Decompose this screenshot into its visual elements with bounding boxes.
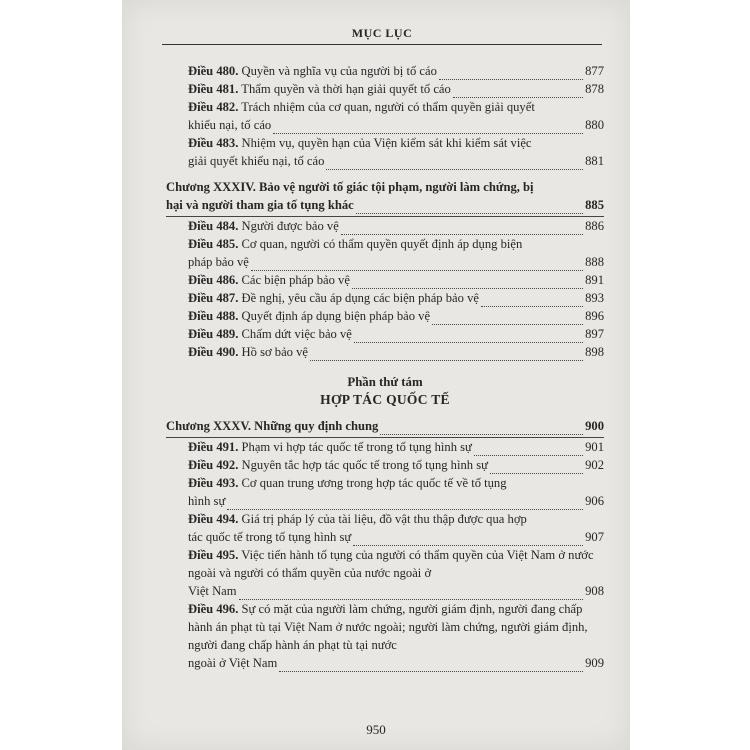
article-title-start: Trách nhiệm của cơ quan, người có thẩm quyền giải quyết xyxy=(241,100,535,114)
table-of-contents xyxy=(166,62,604,672)
article-page: 880 xyxy=(585,118,604,132)
toc-entry xyxy=(166,600,604,672)
dot-leader xyxy=(326,157,583,170)
article-title: ngoài ở Việt Nam xyxy=(188,656,278,670)
dot-leader xyxy=(453,85,583,98)
toc-entry-line1 xyxy=(188,510,604,528)
article-label: Điều 481. xyxy=(188,82,239,96)
dot-leader xyxy=(251,258,583,271)
article-page: 886 xyxy=(585,219,604,233)
chapter-34-page: 885 xyxy=(585,198,604,212)
article-title: Người được bảo vệ xyxy=(241,219,339,233)
dot-leader xyxy=(352,276,583,289)
part-title: Phần thứ tám xyxy=(347,375,423,389)
article-title: Chấm dứt việc bảo vệ xyxy=(241,327,352,341)
dot-leader xyxy=(380,422,583,435)
article-page: 878 xyxy=(585,82,604,96)
dot-leader xyxy=(341,222,583,235)
article-title: Quyết định áp dụng biện pháp bảo vệ xyxy=(241,309,431,323)
entries-group-b xyxy=(166,217,604,361)
toc-entry-line1 xyxy=(188,235,604,253)
article-title-start: Giá trị pháp lý của tài liệu, đồ vật thu thập được qua hợp xyxy=(241,512,527,526)
article-label: Điều 482. xyxy=(188,100,239,114)
article-page: 909 xyxy=(585,656,604,670)
article-title: Hồ sơ bảo vệ xyxy=(241,345,308,359)
toc-entry xyxy=(166,134,604,170)
article-title-start: Cơ quan, người có thẩm quyền quyết định áp dụng biện xyxy=(241,237,523,251)
article-label: Điều 494. xyxy=(188,512,239,526)
article-label: Điều 491. xyxy=(188,440,239,454)
chapter-34-title-line1: Chương XXXIV. Bảo vệ người tố giác tội phạm, người làm chứng, bị xyxy=(166,180,534,194)
article-label: Điều 488. xyxy=(188,309,239,323)
dot-leader xyxy=(439,67,583,80)
dot-leader xyxy=(279,659,583,672)
article-title: Đề nghị, yêu cầu áp dụng các biện pháp bảo vệ xyxy=(241,291,479,305)
dot-leader xyxy=(310,348,583,361)
article-label: Điều 495. xyxy=(188,548,239,562)
article-title: Thẩm quyền và thời hạn giải quyết tố cáo xyxy=(241,82,451,96)
toc-entry-line1 xyxy=(188,600,604,654)
toc-entry xyxy=(166,217,604,235)
article-label: Điều 489. xyxy=(188,327,239,341)
article-page: 897 xyxy=(585,327,604,341)
dot-leader xyxy=(490,461,583,474)
header-rule xyxy=(162,44,602,45)
article-title: tác quốc tế trong tố tụng hình sự xyxy=(188,530,352,544)
toc-entry xyxy=(166,80,604,98)
article-page: 896 xyxy=(585,309,604,323)
article-label: Điều 492. xyxy=(188,458,239,472)
dot-leader xyxy=(353,533,583,546)
part-subtitle: HỢP TÁC QUỐC TẾ xyxy=(320,392,450,407)
dot-leader xyxy=(356,201,583,214)
dot-leader xyxy=(239,587,584,600)
dot-leader xyxy=(273,121,583,134)
toc-entry xyxy=(166,307,604,325)
article-page: 908 xyxy=(585,584,604,598)
article-label: Điều 483. xyxy=(188,136,239,150)
toc-entry-line1 xyxy=(188,474,604,492)
toc-entry-line1 xyxy=(188,546,604,582)
article-title: pháp bảo vệ xyxy=(188,255,249,269)
article-page: 881 xyxy=(585,154,604,168)
book-page xyxy=(122,0,630,750)
chapter-34-title-line2: hại và người tham gia tố tụng khác xyxy=(166,198,354,212)
article-label: Điều 480. xyxy=(188,64,239,78)
article-title-start: Việc tiến hành tố tụng của người có thẩm quyền của Việt Nam ở nước ngoài và người có thẩm quyền của nước ngoài ở xyxy=(188,548,594,580)
chapter-35-entry xyxy=(166,417,604,438)
article-page: 901 xyxy=(585,440,604,454)
dot-leader xyxy=(432,312,583,325)
chapter-34-entry xyxy=(166,178,604,217)
article-title: Nguyên tắc hợp tác quốc tế trong tố tụng hình sự xyxy=(241,458,488,472)
toc-entry xyxy=(166,271,604,289)
toc-entry xyxy=(166,98,604,134)
toc-entry xyxy=(166,325,604,343)
article-label: Điều 496. xyxy=(188,602,239,616)
entries-group-a xyxy=(166,62,604,170)
dot-leader xyxy=(354,330,583,343)
article-title-start: Sự có mặt của người làm chứng, người giám định, người đang chấp hành án phạt tù tại Việt Nam ở nước ngoài; người làm chứng, người giám định, người đang chấp hành án phạt tù tại nước xyxy=(188,602,588,652)
article-title: giải quyết khiếu nại, tố cáo xyxy=(188,154,325,168)
article-label: Điều 493. xyxy=(188,476,239,490)
dot-leader xyxy=(474,443,583,456)
article-label: Điều 487. xyxy=(188,291,239,305)
article-page: 893 xyxy=(585,291,604,305)
article-page: 902 xyxy=(585,458,604,472)
article-title: hình sự xyxy=(188,494,226,508)
toc-entry xyxy=(166,235,604,271)
entries-group-c xyxy=(166,438,604,672)
toc-entry-line1 xyxy=(188,134,604,152)
toc-entry xyxy=(166,510,604,546)
article-title-start: Cơ quan trung ương trong hợp tác quốc tế về tố tụng xyxy=(241,476,507,490)
article-title: khiếu nại, tố cáo xyxy=(188,118,272,132)
article-page: 898 xyxy=(585,345,604,359)
toc-entry xyxy=(166,456,604,474)
chapter-35-page: 900 xyxy=(585,419,604,433)
article-title-start: Nhiệm vụ, quyền hạn của Viện kiểm sát khi kiểm sát việc xyxy=(241,136,532,150)
article-page: 888 xyxy=(585,255,604,269)
article-page: 877 xyxy=(585,64,604,78)
chapter-35-title: Chương XXXV. Những quy định chung xyxy=(166,419,379,433)
article-label: Điều 484. xyxy=(188,219,239,233)
page-number: 950 xyxy=(366,722,386,737)
toc-entry xyxy=(166,474,604,510)
article-label: Điều 485. xyxy=(188,237,239,251)
article-title: Việt Nam xyxy=(188,584,237,598)
article-page: 891 xyxy=(585,273,604,287)
toc-entry xyxy=(166,546,604,600)
toc-entry xyxy=(166,343,604,361)
article-title: Phạm vi hợp tác quốc tế trong tố tụng hình sự xyxy=(241,440,472,454)
toc-entry xyxy=(166,289,604,307)
article-label: Điều 490. xyxy=(188,345,239,359)
article-page: 907 xyxy=(585,530,604,544)
dot-leader xyxy=(481,294,583,307)
toc-entry xyxy=(166,438,604,456)
article-title: Các biện pháp bảo vệ xyxy=(241,273,350,287)
toc-entry xyxy=(166,62,604,80)
article-title: Quyền và nghĩa vụ của người bị tố cáo xyxy=(241,64,437,78)
toc-entry-line1 xyxy=(188,98,604,116)
article-label: Điều 486. xyxy=(188,273,239,287)
article-page: 906 xyxy=(585,494,604,508)
dot-leader xyxy=(227,497,583,510)
page-header: MỤC LỤC xyxy=(351,26,413,40)
